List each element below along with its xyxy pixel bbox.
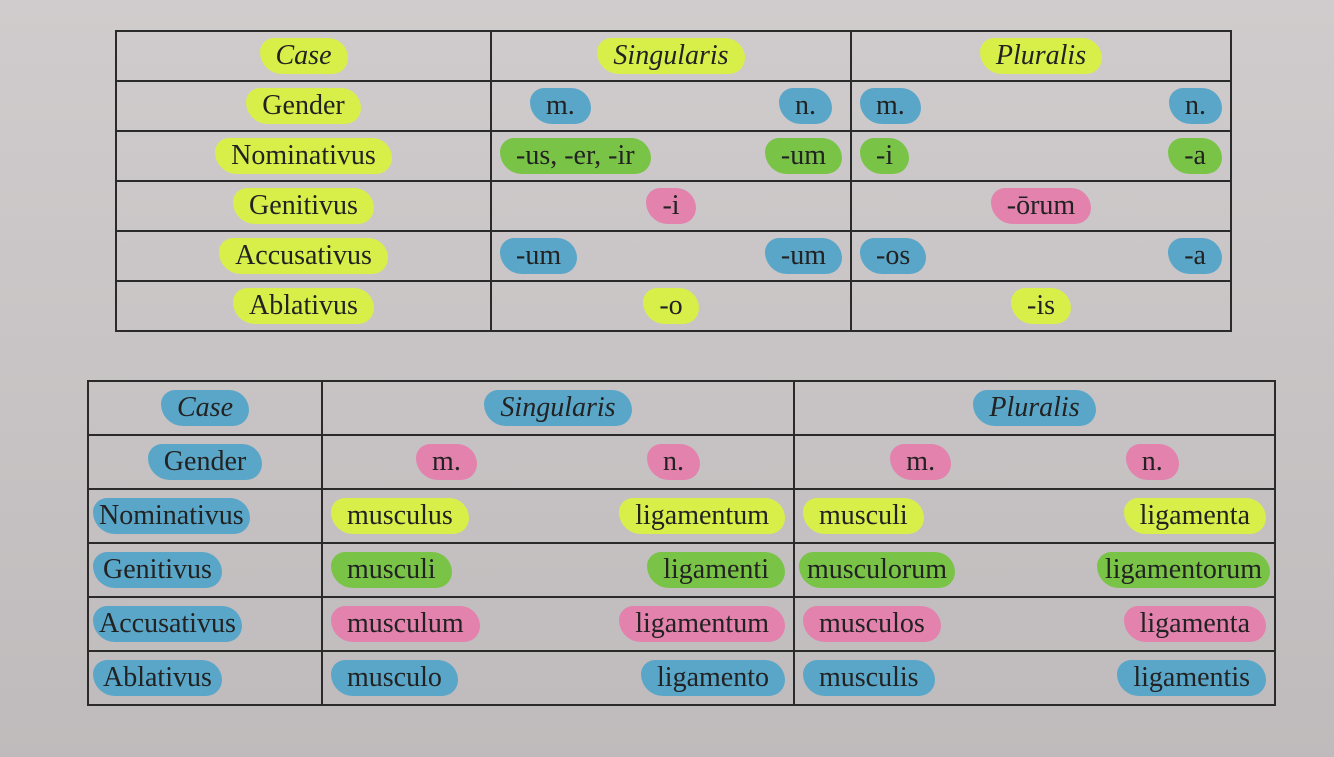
nom-sg-m: musculus [331,498,469,534]
cell-singular [322,597,794,651]
abl-sg-n: ligamento [641,660,785,696]
table-row [88,543,1275,597]
row-label-cell [88,489,322,543]
cell-singular [491,281,851,331]
gender-pl-m: m. [890,444,951,480]
row-label-accusativus: Accusativus [219,238,388,274]
table-row [116,281,1231,331]
row-label-cell [116,181,491,231]
cell-plural [851,131,1231,181]
acc-pl-m: -os [860,238,926,274]
row-label-cell [116,231,491,281]
acc-sg-m: musculum [331,606,480,642]
row-label-cell [88,435,322,489]
gen-sg: -i [646,188,695,224]
table-row [116,31,1231,81]
nom-sg-n: -um [765,138,842,174]
nom-pl-m: musculi [803,498,924,534]
gender-sg-m: m. [416,444,477,480]
acc-sg-n: ligamentum [619,606,785,642]
cell-singular [491,181,851,231]
cell-plural [851,81,1231,131]
gender-sg-n: n. [647,444,700,480]
row-label-ablativus: Ablativus [233,288,374,324]
row-label-genitivus: Genitivus [233,188,374,224]
row-label-genitivus: Genitivus [93,552,222,588]
table-row [88,489,1275,543]
cell-singular [491,231,851,281]
header-singularis-cell [322,381,794,435]
row-label-ablativus: Ablativus [93,660,222,696]
table-row [116,231,1231,281]
row-label-gender: Gender [148,444,262,480]
nom-pl-n: ligamenta [1124,498,1266,534]
examples-table [87,380,1276,706]
abl-sg: -o [643,288,698,324]
table-row [116,81,1231,131]
table-row [116,181,1231,231]
gender-pl-m: m. [860,88,921,124]
row-label-nominativus: Nominativus [215,138,392,174]
acc-sg-m: -um [500,238,577,274]
cell-plural [794,489,1275,543]
cell-singular [322,489,794,543]
header-pluralis: Pluralis [980,38,1102,74]
header-pluralis-cell [794,381,1275,435]
header-case: Case [161,390,249,426]
cell-plural [794,651,1275,705]
cell-singular [491,131,851,181]
gender-sg-n: n. [779,88,832,124]
acc-pl-n: -a [1168,238,1222,274]
table-row [88,381,1275,435]
cell-singular [322,435,794,489]
gen-sg-n: ligamenti [647,552,785,588]
acc-pl-m: musculos [803,606,941,642]
gender-pl-n: n. [1169,88,1222,124]
row-label-accusativus: Accusativus [93,606,242,642]
row-label-cell [88,543,322,597]
header-pluralis-cell [851,31,1231,81]
cell-plural [794,597,1275,651]
table-row [88,435,1275,489]
header-pluralis: Pluralis [973,390,1095,426]
header-singularis: Singularis [597,38,744,74]
row-label-cell [116,281,491,331]
row-label-nominativus: Nominativus [93,498,250,534]
nom-pl-m: -i [860,138,909,174]
cell-plural [851,181,1231,231]
header-case-cell [116,31,491,81]
endings-table [115,30,1232,332]
row-label-gender: Gender [246,88,360,124]
table-row [116,131,1231,181]
gender-sg-m: m. [530,88,591,124]
cell-plural [794,435,1275,489]
cell-singular [322,651,794,705]
cell-singular [322,543,794,597]
table-row [88,597,1275,651]
row-label-cell [116,81,491,131]
cell-plural [851,231,1231,281]
header-singularis: Singularis [484,390,631,426]
row-label-cell [88,597,322,651]
cell-singular [491,81,851,131]
gen-pl-m: musculorum [799,552,955,588]
abl-pl-n: ligamentis [1117,660,1266,696]
gen-pl: -ōrum [991,188,1091,224]
acc-sg-n: -um [765,238,842,274]
cell-plural [794,543,1275,597]
gen-sg-m: musculi [331,552,452,588]
table-row [88,651,1275,705]
abl-pl: -is [1011,288,1071,324]
nom-sg-n: ligamentum [619,498,785,534]
gen-pl-n: ligamentorum [1097,552,1270,588]
abl-pl-m: musculis [803,660,935,696]
header-singularis-cell [491,31,851,81]
abl-sg-m: musculo [331,660,458,696]
gender-pl-n: n. [1126,444,1179,480]
header-case-cell [88,381,322,435]
header-case: Case [260,38,348,74]
row-label-cell [88,651,322,705]
nom-pl-n: -a [1168,138,1222,174]
row-label-cell [116,131,491,181]
acc-pl-n: ligamenta [1124,606,1266,642]
cell-plural [851,281,1231,331]
nom-sg-m: -us, -er, -ir [500,138,651,174]
